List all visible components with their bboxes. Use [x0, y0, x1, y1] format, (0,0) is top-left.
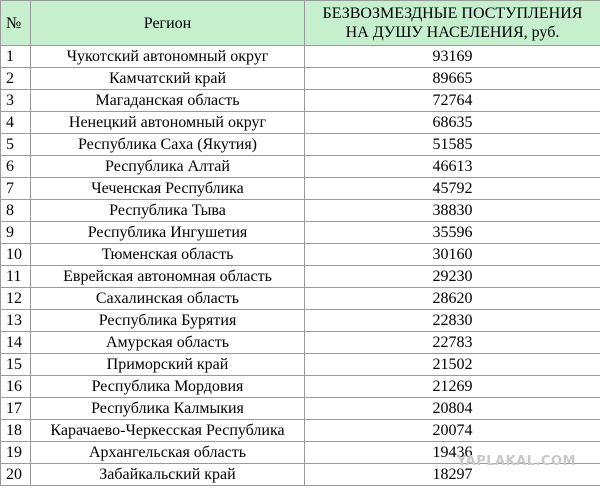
- row-region: Республика Алтай: [31, 156, 305, 178]
- watermark-logo: YAPLAKAL.COM: [457, 454, 576, 469]
- table-row: [1, 266, 600, 288]
- table-row: [1, 200, 600, 222]
- row-num: 10: [1, 244, 31, 266]
- table-row: [1, 420, 600, 442]
- row-value: 38830: [305, 200, 600, 222]
- row-num: 16: [1, 376, 31, 398]
- row-value: 21269: [305, 376, 600, 398]
- row-num: 1: [1, 46, 31, 68]
- table-row: [1, 376, 600, 398]
- row-region: Архангельская область: [31, 442, 305, 464]
- table-row: [1, 332, 600, 354]
- row-value: 20804: [305, 398, 600, 420]
- row-value: 29230: [305, 266, 600, 288]
- row-num: 20: [1, 464, 31, 486]
- row-num: 11: [1, 266, 31, 288]
- row-value: 89665: [305, 68, 600, 90]
- row-region: Карачаево-Черкесская Республика: [31, 420, 305, 442]
- row-num: 14: [1, 332, 31, 354]
- row-num: 7: [1, 178, 31, 200]
- row-value: 51585: [305, 134, 600, 156]
- row-value: 20074: [305, 420, 600, 442]
- row-region: Приморский край: [31, 354, 305, 376]
- header-value: [305, 1, 600, 46]
- row-value: 35596: [305, 222, 600, 244]
- header-region: Регион: [31, 1, 305, 46]
- table-row: [1, 288, 600, 310]
- row-value: 21502: [305, 354, 600, 376]
- table-row: [1, 398, 600, 420]
- row-region: Чукотский автономный округ: [31, 46, 305, 68]
- row-num: 12: [1, 288, 31, 310]
- header-num: №: [1, 1, 31, 46]
- row-value: 46613: [305, 156, 600, 178]
- row-num: 6: [1, 156, 31, 178]
- row-num: 5: [1, 134, 31, 156]
- row-region: Республика Бурятия: [31, 310, 305, 332]
- table-row: [1, 156, 600, 178]
- row-num: 19: [1, 442, 31, 464]
- row-value: 22783: [305, 332, 600, 354]
- row-num: 2: [1, 68, 31, 90]
- row-region: Республика Саха (Якутия): [31, 134, 305, 156]
- row-num: 15: [1, 354, 31, 376]
- row-region: Магаданская область: [31, 90, 305, 112]
- row-value: 22830: [305, 310, 600, 332]
- row-num: 18: [1, 420, 31, 442]
- row-region: Республика Мордовия: [31, 376, 305, 398]
- row-region: Камчатский край: [31, 68, 305, 90]
- table-header: [1, 1, 600, 46]
- row-region: Еврейская автономная область: [31, 266, 305, 288]
- row-region: Забайкальский край: [31, 464, 305, 486]
- row-value: 45792: [305, 178, 600, 200]
- row-num: 4: [1, 112, 31, 134]
- header-value-line1: БЕЗВОЗМЕЗДНЫЕ ПОСТУПЛЕНИЯ: [322, 5, 583, 22]
- row-value: 30160: [305, 244, 600, 266]
- table-row: [1, 178, 600, 200]
- row-region: Сахалинская область: [31, 288, 305, 310]
- row-value: 18297: [305, 464, 600, 486]
- row-num: 3: [1, 90, 31, 112]
- row-num: 13: [1, 310, 31, 332]
- table-row: [1, 68, 600, 90]
- table-row: [1, 222, 600, 244]
- header-row: [1, 1, 600, 46]
- row-region: Республика Тыва: [31, 200, 305, 222]
- row-region: Амурская область: [31, 332, 305, 354]
- row-num: 8: [1, 200, 31, 222]
- table-row: [1, 244, 600, 266]
- table-row: [1, 134, 600, 156]
- row-value: 72764: [305, 90, 600, 112]
- row-num: 9: [1, 222, 31, 244]
- row-value: 93169: [305, 46, 600, 68]
- row-value: 68635: [305, 112, 600, 134]
- row-value: 19436: [305, 442, 600, 464]
- header-value-line2: НА ДУШУ НАСЕЛЕНИЯ, руб.: [345, 24, 560, 41]
- row-region: Ненецкий автономный округ: [31, 112, 305, 134]
- table-row: [1, 46, 600, 68]
- table-row: [1, 90, 600, 112]
- row-value: 28620: [305, 288, 600, 310]
- row-region: Республика Ингушетия: [31, 222, 305, 244]
- row-region: Тюменская область: [31, 244, 305, 266]
- row-region: Республика Калмыкия: [31, 398, 305, 420]
- table-row: [1, 310, 600, 332]
- table-body: [1, 46, 600, 486]
- row-region: Чеченская Республика: [31, 178, 305, 200]
- table-row: [1, 112, 600, 134]
- row-num: 17: [1, 398, 31, 420]
- table-row: [1, 354, 600, 376]
